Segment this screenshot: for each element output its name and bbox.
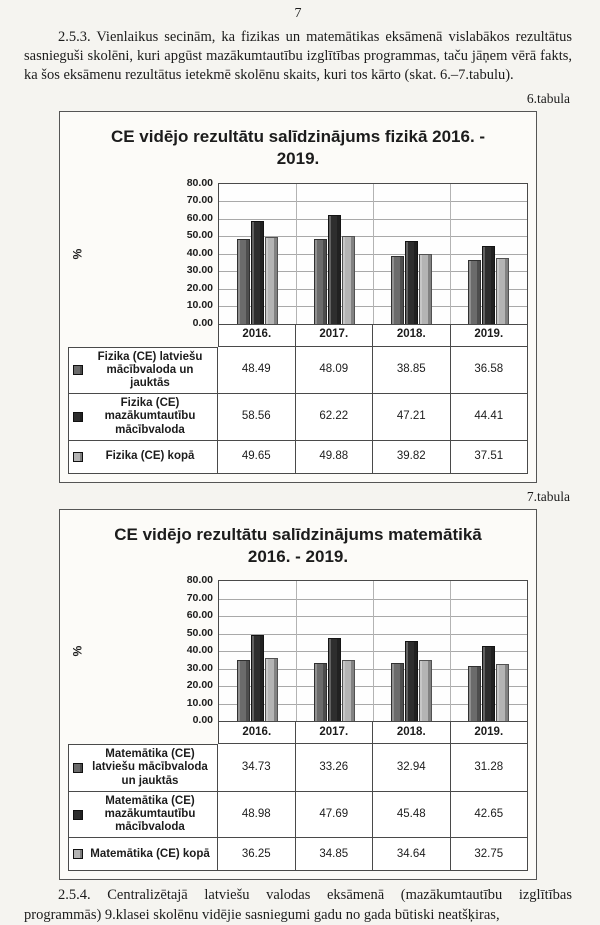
category-label: 2019. (451, 325, 529, 347)
y-tick-label: 70.00 (186, 591, 213, 604)
paragraph-2-5-4: 2.5.4. Centralizētajā latviešu valodas eksāmenā (mazākumtautību izglītības programmās) 9.klasei skolēnu vidējie sasniegumi gadu no gada būtiski neatšķiras, (24, 887, 572, 923)
page-number: 7 (294, 6, 302, 21)
series-value: 45.48 (373, 792, 451, 839)
y-tick-label: 20.00 (186, 281, 213, 294)
series-value: 47.69 (296, 792, 374, 839)
physics-chart-figure (59, 111, 537, 483)
bar-series-0 (391, 663, 404, 721)
bar-series-2 (419, 660, 432, 721)
bar-series-2 (342, 660, 355, 721)
table6-caption: 6.tabula (526, 91, 570, 107)
series-value: 32.75 (451, 838, 529, 871)
series-value: 42.65 (451, 792, 529, 839)
y-tick-label: 40.00 (186, 246, 213, 259)
bar-series-0 (468, 666, 481, 721)
category-label: 2016. (218, 325, 296, 347)
y-tick-label: 20.00 (186, 679, 213, 692)
series-name-text: Fizika (CE) kopā (105, 450, 195, 463)
y-tick-label: 60.00 (186, 211, 213, 224)
bar-series-0 (314, 663, 327, 721)
y-axis-label: % (70, 645, 85, 657)
bar-group (296, 184, 373, 324)
series-value: 39.82 (373, 441, 451, 474)
y-axis-label: % (70, 248, 85, 259)
series-name (68, 744, 218, 792)
series-value: 62.22 (296, 394, 374, 441)
y-tick-label: 70.00 (186, 194, 213, 207)
series-value: 49.65 (218, 441, 296, 474)
series-name-text: Matemātika (CE) mazākumtautību mācībvaloda (104, 794, 196, 834)
series-value: 58.56 (218, 394, 296, 441)
bar-series-2 (419, 254, 432, 324)
series-name (68, 347, 218, 395)
chart-plot-row (68, 176, 528, 329)
series-value: 33.26 (296, 744, 374, 792)
series-name (68, 441, 218, 474)
series-value: 48.49 (218, 347, 296, 395)
series-name (68, 394, 218, 441)
y-axis-ticks (153, 176, 213, 329)
bar-group (373, 184, 450, 324)
series-value: 44.41 (451, 394, 529, 441)
series-name (68, 792, 218, 839)
series-value: 31.28 (451, 744, 529, 792)
legend-marker (73, 763, 83, 773)
series-value: 48.09 (296, 347, 374, 395)
y-tick-label: 50.00 (186, 626, 213, 639)
legend-marker (73, 849, 83, 859)
series-name-text: Matemātika (CE) latviešu mācībvaloda un jauktās (92, 748, 208, 787)
bar-series-0 (237, 239, 250, 324)
chart-plot-row (68, 574, 528, 727)
bar-series-1 (405, 641, 418, 721)
y-tick-label: 50.00 (186, 229, 213, 242)
bar-series-2 (265, 658, 278, 721)
y-axis-gutter (68, 574, 218, 727)
series-value: 32.94 (373, 744, 451, 792)
category-label: 2017. (296, 722, 374, 744)
series-value: 36.58 (451, 347, 529, 395)
y-tick-label: 60.00 (186, 609, 213, 622)
table-corner-blank (68, 325, 218, 347)
category-label: 2019. (451, 722, 529, 744)
bar-series-2 (496, 258, 509, 324)
category-label: 2016. (218, 722, 296, 744)
bar-series-2 (496, 664, 509, 721)
bar-group (450, 184, 527, 324)
table-corner-blank (68, 722, 218, 744)
bar-series-0 (468, 260, 481, 324)
series-value: 34.64 (373, 838, 451, 871)
series-value: 38.85 (373, 347, 451, 395)
series-name (68, 838, 218, 871)
y-tick-label: 80.00 (186, 176, 213, 189)
bar-series-1 (482, 246, 495, 324)
bar-series-1 (251, 635, 264, 721)
category-label: 2018. (373, 722, 451, 744)
y-tick-label: 10.00 (186, 299, 213, 312)
y-tick-label: 10.00 (186, 696, 213, 709)
bar-series-0 (314, 239, 327, 323)
series-name-text: Fizika (CE) mazākumtautību mācībvaloda (104, 397, 196, 436)
y-tick-label: 40.00 (186, 644, 213, 657)
y-tick-label: 30.00 (186, 264, 213, 277)
series-value: 48.98 (218, 792, 296, 839)
series-value: 49.88 (296, 441, 374, 474)
bar-series-2 (342, 236, 355, 323)
y-tick-label: 30.00 (186, 661, 213, 674)
y-axis-ticks (153, 574, 213, 727)
bar-series-1 (328, 215, 341, 324)
y-axis-gutter (68, 176, 218, 329)
chart-title: CE vidējo rezultātu salīdzinājums matemātikā 2016. - 2019. (114, 524, 482, 566)
legend-marker (73, 365, 83, 375)
bar-group (450, 581, 527, 721)
plot-area (218, 580, 528, 722)
bar-series-1 (328, 638, 341, 721)
series-value: 47.21 (373, 394, 451, 441)
chart-title: CE vidējo rezultātu salīdzinājums fizikā 2016. - 2019. (110, 127, 486, 169)
bar-group (219, 581, 296, 721)
bar-group (219, 184, 296, 324)
table7-caption: 7.tabula (526, 488, 570, 504)
series-name-text: Fizika (CE) latviešu mācībvaloda un jauktās (97, 350, 203, 389)
bar-series-0 (391, 256, 404, 324)
bar-series-1 (251, 221, 264, 323)
series-name-text: Matemātika (CE) kopā (90, 847, 210, 860)
y-tick-label: 80.00 (186, 574, 213, 587)
category-label: 2017. (296, 325, 374, 347)
legend-marker (73, 412, 83, 422)
bar-series-1 (482, 646, 495, 721)
legend-marker (73, 452, 83, 462)
legend-marker (73, 810, 83, 820)
chart-data-table (68, 722, 528, 871)
category-label: 2018. (373, 325, 451, 347)
series-value: 34.73 (218, 744, 296, 792)
y-tick-label: 0.00 (192, 714, 213, 727)
series-value: 37.51 (451, 441, 529, 474)
plot-area (218, 183, 528, 325)
bar-group (373, 581, 450, 721)
series-value: 34.85 (296, 838, 374, 871)
bar-group (296, 581, 373, 721)
math-chart-figure (59, 509, 537, 881)
bar-series-2 (265, 237, 278, 324)
series-value: 36.25 (218, 838, 296, 871)
paragraph-2-5-3: 2.5.3. Vienlaikus secinām, ka fizikas un matemātikas eksāmenā vislabākos rezultātus sasnieguši skolēni, kuri apgūst mazākumtautību izglītības programmas, taču jāņem vērā fakts, ka šos eksāmenu rezultātus ietekmē skolēnu skaits, kuri tos kārto (skat. 6.–7.tabulu). (24, 29, 572, 84)
bar-series-0 (237, 660, 250, 721)
chart-data-table (68, 325, 528, 474)
y-tick-label: 0.00 (192, 316, 213, 329)
bar-series-1 (405, 241, 418, 324)
